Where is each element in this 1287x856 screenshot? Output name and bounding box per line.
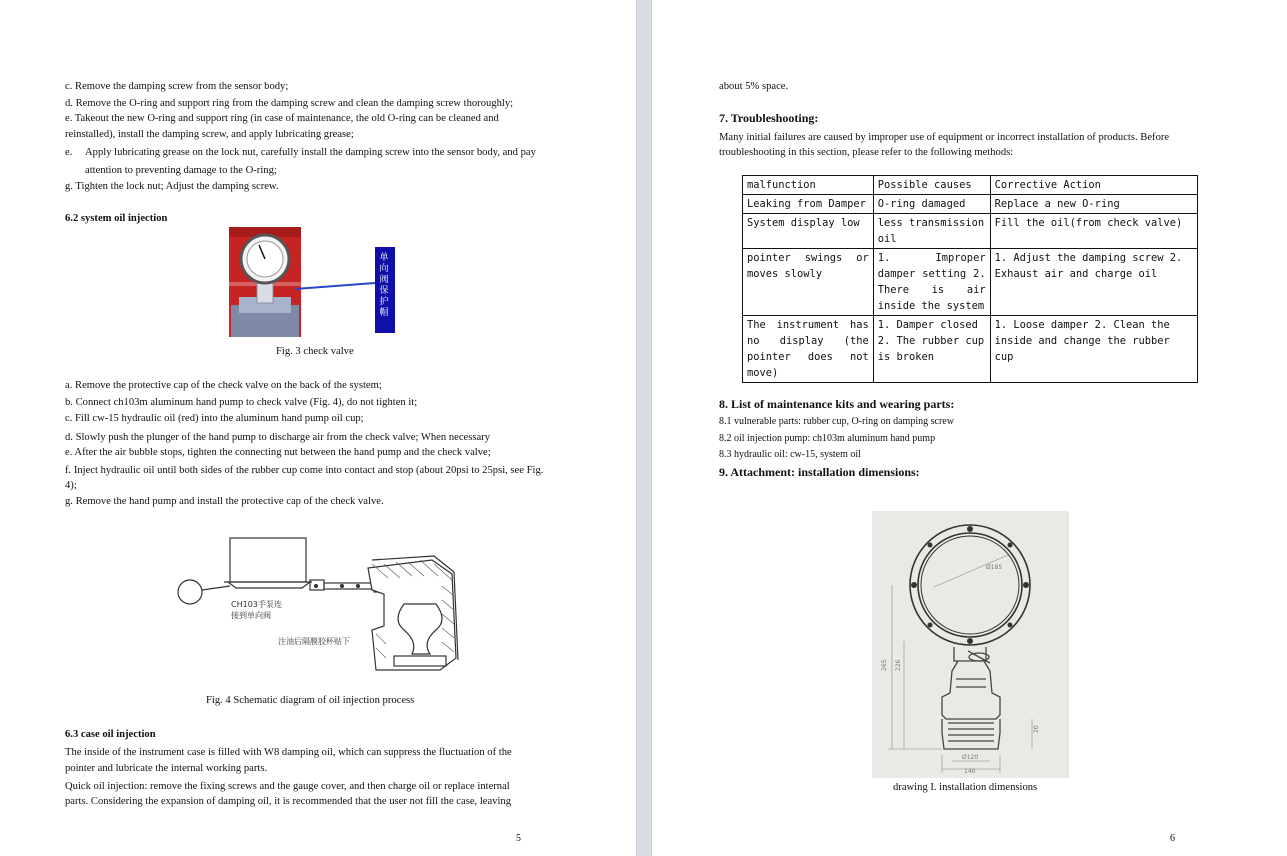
malfunction-cell: Leaking from Damper <box>743 195 874 214</box>
check-valve-photo <box>229 227 399 339</box>
heading-6-3: 6.3 case oil injection <box>65 729 156 740</box>
header-corrective-action: Corrective Action <box>990 176 1197 195</box>
causes-cell: O-ring damaged <box>873 195 990 214</box>
svg-text:226: 226 <box>895 659 902 671</box>
troubleshooting-table <box>742 175 1198 383</box>
causes-cell: 1. Damper closed 2. The rubber cup is broken <box>873 316 990 383</box>
table-row <box>743 316 1198 383</box>
malfunction-cell: pointer swings or moves slowly <box>743 249 874 316</box>
case-oil-p2-line1: Quick oil injection: remove the fixing screws and the gauge cover, and then charge oil or replace internal <box>65 781 510 792</box>
step-g-install-cap: g. Remove the hand pump and install the protective cap of the check valve. <box>65 496 384 507</box>
page-number-5: 5 <box>516 833 521 844</box>
step-f-inject-line2: 4); <box>65 480 77 491</box>
step-f-inject-line1: f. Inject hydraulic oil until both sides of the rubber cup come into contact and stop (about 20psi to 25psi, see Fig. <box>65 465 544 476</box>
svg-text:Ø185: Ø185 <box>986 564 1003 571</box>
parts-item-8-2: 8.2 oil injection pump: ch103m aluminum hand pump <box>719 433 936 444</box>
fig4-label-pump-2: 接到单向阀 <box>231 611 271 620</box>
table-header-row <box>743 176 1198 195</box>
installation-dimensions-drawing <box>872 511 1069 778</box>
heading-9: 9. Attachment: installation dimensions: <box>719 465 920 479</box>
case-oil-p1-line1: The inside of the instrument case is filled with W8 damping oil, which can suppress the fluctuation of the <box>65 747 512 758</box>
step-d-remove-oring: d. Remove the O-ring and support ring from the damping screw and clean the damping screw thoroughly; <box>65 98 514 109</box>
parts-item-8-3: 8.3 hydraulic oil: cw-15, system oil <box>719 449 861 460</box>
step-g-tighten: g. Tighten the lock nut; Adjust the damping screw. <box>65 181 279 192</box>
continuation-text: about 5% space. <box>719 81 789 92</box>
page-5 <box>0 0 636 856</box>
svg-text:140: 140 <box>964 768 976 775</box>
parts-item-8-1: 8.1 vulnerable parts: rubber cup, O-ring on damping screw <box>719 416 954 427</box>
step-e-line2: reinstalled), install the damping screw, and apply lubricating grease; <box>65 129 354 140</box>
heading-6-2: 6.2 system oil injection <box>65 213 168 224</box>
heading-8: 8. List of maintenance kits and wearing parts: <box>719 397 955 411</box>
page-gap <box>636 0 652 856</box>
malfunction-cell: System display low <box>743 214 874 249</box>
case-oil-p1-line2: pointer and lubricate the internal working parts. <box>65 763 268 774</box>
svg-text:Ø120: Ø120 <box>962 754 979 761</box>
step-c-fill-oil: c. Fill cw-15 hydraulic oil (red) into the aluminum hand pump oil cup; <box>65 413 364 424</box>
step-a-remove-cap: a. Remove the protective cap of the check valve on the back of the system; <box>65 380 382 391</box>
fig4-caption: Fig. 4 Schematic diagram of oil injection process <box>206 695 415 706</box>
heading-7: 7. Troubleshooting: <box>719 111 819 125</box>
table-row <box>743 195 1198 214</box>
causes-cell: 1. Improper damper setting 2. There is air inside the system <box>873 249 990 316</box>
troubleshooting-intro-line2: troubleshooting in this section, please refer to the following methods: <box>719 147 1014 158</box>
action-cell: Fill the oil(from check valve) <box>990 214 1197 249</box>
step-e2-prefix: e. <box>65 147 73 158</box>
troubleshooting-intro-line1: Many initial failures are caused by improper use of equipment or incorrect installation of products. Before <box>719 132 1170 143</box>
page-6 <box>652 0 1287 856</box>
step-e2-line2: attention to preventing damage to the O-ring; <box>85 165 277 176</box>
step-e2-line1: Apply lubricating grease on the lock nut, carefully install the damping screw into the sensor body, and pay <box>85 147 536 158</box>
table-row <box>743 214 1198 249</box>
action-cell: 1. Adjust the damping screw 2. Exhaust air and charge oil <box>990 249 1197 316</box>
header-possible-causes: Possible causes <box>873 176 990 195</box>
oil-injection-schematic <box>172 530 472 680</box>
header-malfunction: malfunction <box>743 176 874 195</box>
fig4-label-pump-1: CH103手泵连 <box>231 600 282 609</box>
svg-text:265: 265 <box>881 659 888 671</box>
step-b-connect-pump: b. Connect ch103m aluminum hand pump to check valve (Fig. 4), do not tighten it; <box>65 397 418 408</box>
page-number-6: 6 <box>1170 833 1175 844</box>
step-c-remove-screw: c. Remove the damping screw from the sensor body; <box>65 81 289 92</box>
action-cell: 1. Loose damper 2. Clean the inside and change the rubber cup <box>990 316 1197 383</box>
action-cell: Replace a new O-ring <box>990 195 1197 214</box>
causes-cell: less transmission oil <box>873 214 990 249</box>
fig4-label-diaphragm: 注油后隔膜胶杯贴下 <box>278 637 350 646</box>
check-valve-cap-label: 单向阀保护帽 <box>379 252 389 317</box>
step-e-line1: e. Takeout the new O-ring and support ring (in case of maintenance, the old O-ring can be cleaned and <box>65 113 499 124</box>
step-d-push-plunger: d. Slowly push the plunger of the hand pump to discharge air from the check valve; When necessary <box>65 432 491 443</box>
fig3-caption: Fig. 3 check valve <box>276 346 354 357</box>
drawing-caption: drawing I. installation dimensions <box>893 782 1038 793</box>
case-oil-p2-line2: parts. Considering the expansion of damping oil, it is recommended that the user not fill the case, leaving <box>65 796 512 807</box>
table-row <box>743 249 1198 316</box>
svg-text:20: 20 <box>1033 725 1040 733</box>
malfunction-cell: The instrument has no display (the pointer does not move) <box>743 316 874 383</box>
step-e-tighten-nut: e. After the air bubble stops, tighten the connecting nut between the hand pump and the check valve; <box>65 447 491 458</box>
